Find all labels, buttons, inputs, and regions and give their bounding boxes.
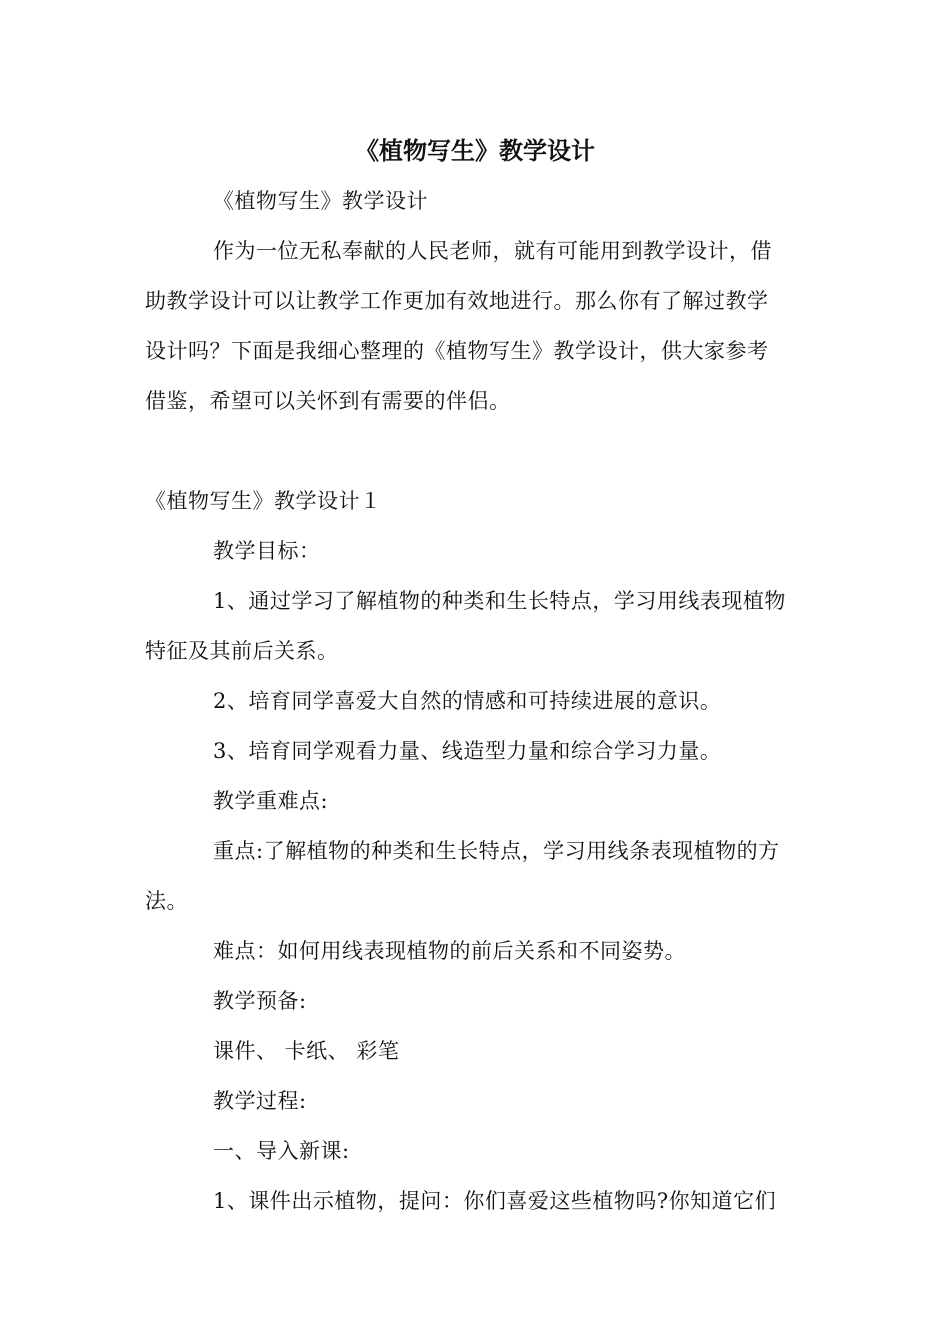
step-1-item: 1、课件出示植物，提问：你们喜爱这些植物吗?你知道它们 — [213, 1189, 777, 1213]
key-heading: 教学重难点: — [213, 789, 329, 813]
process-heading: 教学过程: — [213, 1089, 307, 1113]
goal-1-line-1: 1、通过学习了解植物的种类和生长特点，学习用线表现植物 — [213, 589, 786, 613]
goal-3: 3、培育同学观看力量、线造型力量和综合学习力量。 — [213, 739, 722, 763]
intro-line-1: 作为一位无私奉献的人民老师，就有可能用到教学设计，借 — [213, 239, 772, 263]
difficulty: 难点：如何用线表现植物的前后关系和不同姿势。 — [213, 939, 686, 963]
section-heading: 《植物写生》教学设计１ — [145, 489, 382, 513]
intro-line-3: 设计吗？下面是我细心整理的《植物写生》教学设计，供大家参考 — [145, 339, 769, 363]
prep-items: 课件、 卡纸、 彩笔 — [213, 1039, 400, 1063]
goal-1-line-2: 特征及其前后关系。 — [145, 639, 339, 663]
prep-heading: 教学预备: — [213, 989, 307, 1013]
intro-line-2: 助教学设计可以让教学工作更加有效地进行。那么你有了解过教学 — [145, 289, 769, 313]
goal-2: 2、培育同学喜爱大自然的情感和可持续进展的意识。 — [213, 689, 722, 713]
key-point-line-1: 重点:了解植物的种类和生长特点，学习用线条表现植物的方 — [213, 839, 780, 863]
step-1-heading: 一、导入新课: — [213, 1139, 350, 1163]
document-title: 《植物写生》教学设计 — [355, 136, 595, 165]
subtitle: 《植物写生》教学设计 — [213, 189, 428, 213]
intro-line-4: 借鉴，希望可以关怀到有需要的伴侣。 — [145, 389, 511, 413]
goals-heading: 教学目标： — [213, 539, 321, 563]
key-point-line-2: 法。 — [145, 889, 188, 913]
